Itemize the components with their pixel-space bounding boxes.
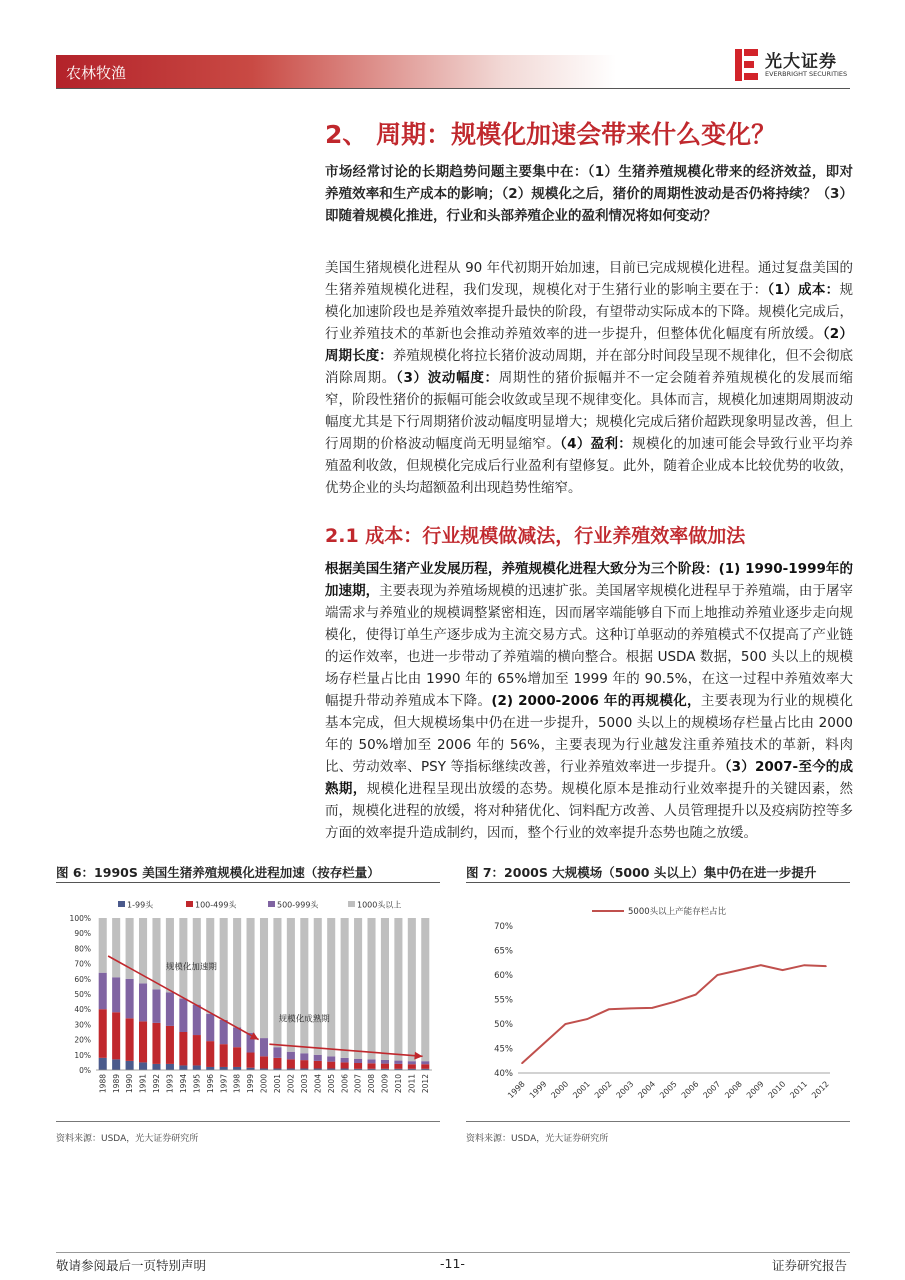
fig7-title: 图 7：2000S 大规模场（5000 头以上）集中仍在进一步提升 <box>466 865 817 880</box>
data-point <box>651 1007 653 1009</box>
x-tick-label: 2004 <box>636 1079 658 1101</box>
bar-segment <box>126 1061 134 1070</box>
data-point <box>521 1062 523 1064</box>
bar-segment <box>394 1061 402 1064</box>
data-point <box>673 1001 675 1003</box>
logo-mark-icon <box>735 45 761 83</box>
x-tick-label: 1998 <box>232 1074 242 1094</box>
fig7-title-rule <box>466 882 850 883</box>
bar-segment <box>220 1067 228 1070</box>
bar-segment <box>193 1065 201 1070</box>
y-tick-label: 50% <box>494 1020 513 1030</box>
bar-segment <box>166 992 174 1025</box>
bar-segment <box>139 983 147 1021</box>
bar-segment <box>354 1059 362 1063</box>
x-tick-label: 2003 <box>299 1074 309 1094</box>
text-run: 规模化加速阶段也是养殖效率提升最快的阶段，有望带动实际成本的下降。规模化完成后，行业养殖技术的革新也会推动养殖效率的进一步提升，但整体优化幅度有所放缓。 <box>325 282 853 342</box>
y-tick-label: 30% <box>74 1020 91 1030</box>
x-tick-label: 2002 <box>592 1079 614 1101</box>
bar-segment <box>381 918 389 1060</box>
bar-segment <box>367 1059 375 1063</box>
bar-segment <box>166 918 174 992</box>
x-tick-label: 2000 <box>549 1079 571 1101</box>
bar-segment <box>314 1055 322 1061</box>
legend-swatch <box>348 901 355 907</box>
bar-segment <box>139 1021 147 1062</box>
x-tick-label: 2008 <box>367 1074 377 1094</box>
y-tick-label: 40% <box>494 1069 513 1079</box>
fig6-source: 资料来源：USDA，光大证券研究所 <box>56 1134 199 1144</box>
bar-segment <box>112 1012 120 1059</box>
bar-segment <box>166 1026 174 1064</box>
x-tick-label: 2009 <box>380 1074 390 1094</box>
fig6-title: 图 6：1990S 美国生猪养殖规模化进程加速（按存栏量） <box>56 865 380 880</box>
bar-segment <box>247 918 255 1033</box>
bar-segment <box>394 918 402 1061</box>
series-line <box>522 965 826 1063</box>
bar-segment <box>233 918 241 1027</box>
x-tick-label: 2006 <box>679 1079 701 1101</box>
bar-segment <box>327 1056 335 1061</box>
bar-segment <box>126 1018 134 1061</box>
bar-segment <box>367 918 375 1059</box>
x-tick-label: 1998 <box>506 1079 527 1101</box>
fig7-line-chart <box>466 890 850 1118</box>
bar-segment <box>166 1064 174 1070</box>
x-tick-label: 2003 <box>614 1079 636 1101</box>
x-tick-label: 2012 <box>810 1079 831 1101</box>
y-tick-label: 40% <box>74 1005 91 1015</box>
footer-report-type: 证券研究报告 <box>772 1258 848 1273</box>
bar-segment <box>354 1063 362 1069</box>
bar-segment <box>408 918 416 1061</box>
bar-segment <box>260 918 268 1038</box>
data-point <box>717 974 719 976</box>
legend-label: 1000头以上 <box>357 900 402 910</box>
bar-segment <box>206 1067 214 1070</box>
x-tick-label: 1999 <box>246 1074 256 1094</box>
bar-segment <box>99 1009 107 1058</box>
x-tick-label: 1999 <box>527 1079 549 1101</box>
data-point <box>586 1018 588 1020</box>
legend-swatch <box>118 901 125 907</box>
bar-segment <box>341 918 349 1058</box>
bar-segment <box>421 1061 429 1064</box>
bar-segment <box>327 918 335 1056</box>
bar-segment <box>260 1056 268 1068</box>
bar-segment <box>126 979 134 1019</box>
bar-segment <box>381 1060 389 1064</box>
x-tick-label: 2005 <box>326 1074 336 1094</box>
legend-label: 1-99头 <box>127 900 154 910</box>
bar-segment <box>314 918 322 1055</box>
footer-divider <box>56 1252 850 1253</box>
bar-segment <box>300 1060 308 1068</box>
bar-segment <box>233 1067 241 1070</box>
bar-segment <box>179 999 187 1032</box>
bar-segment <box>206 1014 214 1041</box>
x-tick-label: 2001 <box>273 1074 283 1094</box>
stages-paragraph <box>325 558 853 844</box>
bold-run: （3）波动幅度： <box>396 370 499 386</box>
text-run: 主要表现为养殖场规模的迅速扩张。美国屠宰规模化进程早于养殖端，由于屠宰端需求与养殖业的规模调整紧密相连，因而屠宰端能够自下而上地推动养殖业逐步走向规模化，使得订单生产逐步成为主流交易方式。这种订单驱动的养殖模式不仅提高了产业链的运作效率，也进一步带动了养殖端的横向整合。根据 USDA 数据，500 头以上的规模场存栏量占比由 1990 年的 65%增加至 1999 年的 90.5%，在这一过程中养殖效率大幅提升带动养殖成本下降。 <box>325 583 854 709</box>
legend-swatch <box>268 901 275 907</box>
y-tick-label: 80% <box>74 944 91 954</box>
x-tick-label: 1990 <box>125 1074 135 1094</box>
data-point <box>565 1023 567 1025</box>
bold-run: （3）2007-至今的成熟期， <box>325 759 853 797</box>
company-logo <box>735 45 855 85</box>
data-point <box>608 1009 610 1011</box>
bar-segment <box>394 1064 402 1069</box>
x-tick-label: 2005 <box>658 1079 679 1101</box>
bar-segment <box>341 1058 349 1063</box>
y-tick-label: 0% <box>79 1066 91 1075</box>
y-tick-label: 45% <box>494 1044 513 1055</box>
y-tick-label: 65% <box>494 946 513 957</box>
bar-segment <box>139 1062 147 1070</box>
footer-disclaimer: 敬请参阅最后一页特别声明 <box>56 1258 207 1273</box>
bar-segment <box>287 918 295 1052</box>
subsection-heading: 2.1 成本：行业规模做减法，行业养殖效率做加法 <box>325 525 746 547</box>
bar-segment <box>421 918 429 1061</box>
bar-segment <box>152 1064 160 1070</box>
bar-segment <box>354 918 362 1059</box>
fig7-bottom-rule <box>466 1121 850 1122</box>
legend-label: 500-999头 <box>277 900 319 910</box>
bar-segment <box>300 1053 308 1060</box>
text-run: 规模化的加速可能会导致行业平均养殖盈利收敛，但规模化完成后行业盈利有望修复。此外，随着企业成本比较优势的收敛，优势企业的头均超额盈利出现趋势性缩窄。 <box>325 436 853 496</box>
bar-segment <box>273 1047 281 1058</box>
bar-segment <box>314 1061 322 1069</box>
y-tick-label: 60% <box>494 971 513 981</box>
bar-segment <box>112 1059 120 1070</box>
data-point <box>695 994 697 996</box>
annotation-maturity: 规模化成熟期 <box>278 1014 330 1025</box>
bar-segment <box>327 1062 335 1069</box>
x-tick-label: 2009 <box>744 1079 766 1101</box>
x-tick-label: 1995 <box>192 1074 202 1094</box>
bar-segment <box>421 1064 429 1069</box>
y-tick-label: 70% <box>494 922 513 932</box>
y-tick-label: 55% <box>494 995 513 1006</box>
x-tick-label: 1991 <box>138 1074 148 1094</box>
section-banner <box>56 55 616 88</box>
y-tick-label: 90% <box>74 929 91 939</box>
bold-run: （1）成本： <box>767 282 840 298</box>
data-point <box>760 964 762 966</box>
x-tick-label: 1993 <box>165 1074 175 1094</box>
bar-segment <box>273 918 281 1047</box>
fig6-bottom-rule <box>56 1121 440 1122</box>
fig6-title-rule <box>56 882 440 883</box>
x-tick-label: 2006 <box>340 1074 350 1094</box>
legend-label: 5000头以上产能存栏占比 <box>628 907 727 917</box>
x-tick-label: 2011 <box>788 1079 810 1101</box>
bold-run: (2) 2000-2006 年的再规模化， <box>491 693 701 709</box>
lead-paragraph: 市场经常讨论的长期趋势问题主要集中在：（1）生猪养殖规模化带来的经济效益，即对养殖效率和生产成本的影响；（2）规模化之后，猪价的周期性波动是否仍将持续？（3）即随着规模化推进，行业和头部养殖企业的盈利情况将如何变动？ <box>325 164 853 224</box>
x-tick-label: 1992 <box>152 1074 162 1094</box>
bar-segment <box>287 1052 295 1060</box>
bar-segment <box>112 977 120 1012</box>
x-tick-label: 2012 <box>420 1074 430 1094</box>
text-run: 规模化进程呈现出放缓的态势。规模化原本是推动行业效率提升的关键因素，然而，规模化进程的放缓，将对种猪优化、饲料配方改善、人员管理提升以及疫病防控等多方面的效率提升造成制约，因而，整个行业的效率提升态势也随之放缓。 <box>325 781 854 841</box>
bar-segment <box>300 918 308 1053</box>
bar-segment <box>99 918 107 973</box>
data-point <box>782 969 784 971</box>
data-point <box>738 969 740 971</box>
x-tick-label: 1988 <box>98 1074 108 1094</box>
bar-segment <box>193 1005 201 1035</box>
x-tick-label: 2008 <box>723 1079 744 1101</box>
text-run: 周期性的猪价振幅并不一定会随着养殖规模化的发展而缩窄，阶段性猪价的振幅可能会收敛或呈现不规律变化。具体而言，规模化加速期周期波动幅度尤其是下行周期猪价波动幅度明显增大；规模化完成后猪价超跌现象明显改善，但上行周期的价格波动幅度尚无明显缩窄。 <box>325 370 853 452</box>
bar-segment <box>179 1065 187 1070</box>
data-point <box>803 964 805 966</box>
x-tick-label: 2002 <box>286 1074 296 1094</box>
text-run: 主要表现为行业的规模化基本完成，但大规模场集中仍在进一步提升，5000 头以上的规模场存栏量占比由 2000 年的 50%增加至 2006 年的 56%，主要表现为行业越发注重养殖技术的革新，料肉比、劳动效率、PSY 等指标继续改善，行业养殖效率进一步提升。 <box>325 693 854 775</box>
annotation-acceleration: 规模化加速期 <box>165 962 217 973</box>
x-tick-label: 1994 <box>178 1074 188 1094</box>
legend-swatch <box>186 901 193 907</box>
summary-paragraph <box>325 257 853 499</box>
fig6-stacked-bar-chart <box>56 890 440 1118</box>
x-tick-label: 2007 <box>353 1074 363 1094</box>
bold-run: 根据美国生猪产业发展历程，养殖规模化进程大致分为三个阶段：(1) 1990-1999年的加速期， <box>325 561 853 599</box>
bar-segment <box>193 918 201 1005</box>
y-tick-label: 10% <box>74 1050 91 1060</box>
y-tick-label: 60% <box>74 974 91 984</box>
bar-segment <box>367 1063 375 1068</box>
fig7-source: 资料来源：USDA，光大证券研究所 <box>466 1134 609 1144</box>
bar-segment <box>206 1041 214 1067</box>
bar-segment <box>152 1023 160 1064</box>
bar-segment <box>341 1062 349 1068</box>
bar-segment <box>233 1027 241 1047</box>
bar-segment <box>179 1032 187 1065</box>
bar-segment <box>247 1053 255 1068</box>
legend-label: 100-499头 <box>195 900 237 910</box>
bold-run: （2）周期长度： <box>325 326 853 364</box>
data-point <box>630 1008 632 1010</box>
y-tick-label: 70% <box>74 959 91 969</box>
bar-segment <box>220 1044 228 1067</box>
bar-segment <box>260 1038 268 1056</box>
bar-segment <box>287 1059 295 1068</box>
section-label: 农林牧渔 <box>66 64 127 82</box>
bold-run: （4）盈利： <box>560 436 633 452</box>
x-tick-label: 1989 <box>111 1074 121 1094</box>
header-divider <box>56 88 850 89</box>
bar-segment <box>193 1035 201 1065</box>
bar-segment <box>179 918 187 999</box>
x-tick-label: 2011 <box>407 1074 417 1094</box>
bar-segment <box>152 918 160 989</box>
bar-segment <box>408 1064 416 1069</box>
x-tick-label: 2010 <box>394 1074 404 1094</box>
bar-segment <box>220 1020 228 1044</box>
bar-segment <box>152 989 160 1022</box>
logo-english-name: EVERBRIGHT SECURITIES <box>765 70 848 78</box>
bar-segment <box>99 1058 107 1070</box>
data-point <box>543 1043 545 1045</box>
bar-segment <box>112 918 120 977</box>
x-tick-label: 2004 <box>313 1074 323 1094</box>
y-tick-label: 50% <box>74 990 91 999</box>
bar-segment <box>408 1061 416 1064</box>
x-tick-label: 1997 <box>219 1074 229 1094</box>
bar-segment <box>273 1058 281 1069</box>
y-tick-label: 100% <box>69 914 91 923</box>
x-tick-label: 2001 <box>571 1079 592 1101</box>
x-tick-label: 1996 <box>205 1074 215 1094</box>
logo-chinese-name: 光大证券 <box>765 52 837 72</box>
x-tick-label: 2000 <box>259 1074 269 1094</box>
bar-segment <box>233 1047 241 1067</box>
y-tick-label: 20% <box>74 1035 91 1045</box>
bar-segment <box>99 973 107 1009</box>
x-tick-label: 2007 <box>701 1079 723 1101</box>
x-tick-label: 2010 <box>766 1079 788 1101</box>
bar-segment <box>381 1064 389 1069</box>
data-point <box>825 965 827 967</box>
text-run: 养殖规模化将拉长猪价波动周期，并在部分时间段呈现不规律化，但不会彻底消除周期。 <box>325 348 854 386</box>
section-heading: 2、 周期：规模化加速会带来什么变化？ <box>325 120 777 149</box>
bar-segment <box>220 918 228 1020</box>
text-run: 美国生猪规模化进程从 90 年代初期开始加速，目前已完成规模化进程。通过复盘美国的生猪养殖规模化进程，我们发现，规模化对于生猪行业的影响主要在于： <box>325 260 853 298</box>
page-number: -11- <box>440 1256 465 1271</box>
